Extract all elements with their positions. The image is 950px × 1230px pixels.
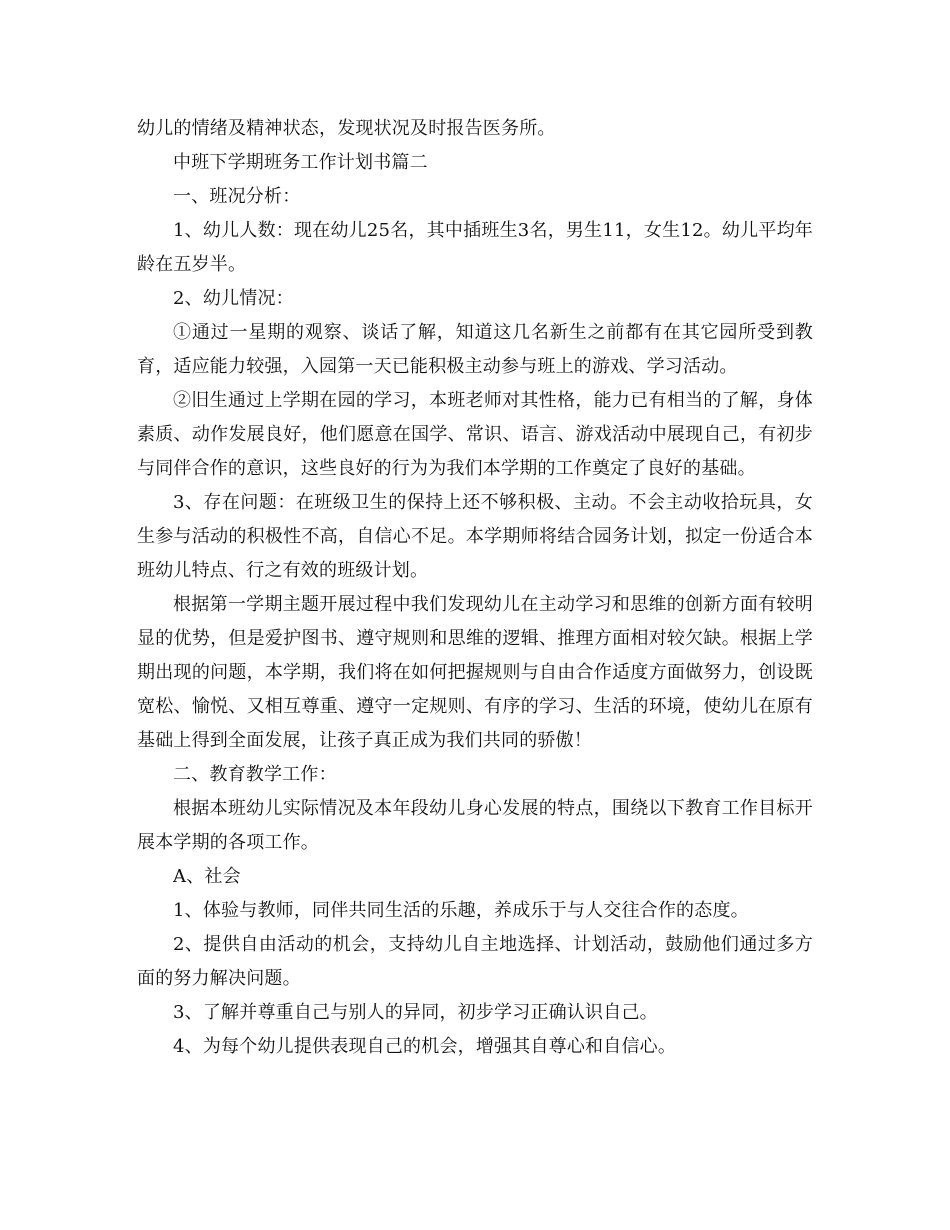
paragraph: ②旧生通过上学期在园的学习，本班老师对其性格，能力已有相当的了解，身体素质、动作发展良好，他们愿意在国学、常识、语言、游戏活动中展现自己，有初步与同伴合作的意识，这些良好的行为为我们本学期的工作奠定了良好的基础。 <box>137 390 813 479</box>
paragraph: 2、幼儿情况： <box>173 288 294 309</box>
section-heading: 二、教育教学工作： <box>173 764 337 785</box>
paragraph: 根据本班幼儿实际情况及本年段幼儿身心发展的特点，围绕以下教育工作目标开展本学期的各项工作。 <box>137 798 813 853</box>
list-item: 2、提供自由活动的机会，支持幼儿自主地选择、计划活动，鼓励他们通过多方面的努力解决问题。 <box>137 934 813 989</box>
paragraph: 3、存在问题：在班级卫生的保持上还不够积极、主动。不会主动收拾玩具，女生参与活动的积极性不高，自信心不足。本学期师将结合园务计划，拟定一份适合本班幼儿特点、行之有效的班级计划。 <box>137 492 813 581</box>
list-item: 4、为每个幼儿提供表现自己的机会，增强其自尊心和自信心。 <box>173 1036 677 1057</box>
paragraph: 幼儿的情绪及精神状态，发现状况及时报告医务所。 <box>137 118 556 139</box>
subsection-heading: A、社会 <box>173 866 241 887</box>
section-heading: 一、班况分析： <box>173 186 301 207</box>
paragraph: 1、幼儿人数：现在幼儿25名，其中插班生3名，男生11，女生12。幼儿平均年龄在五岁半。 <box>137 220 813 275</box>
section-heading: 中班下学期班务工作计划书篇二 <box>173 152 428 173</box>
paragraph: 根据第一学期主题开展过程中我们发现幼儿在主动学习和思维的创新方面有较明显的优势，但是爱护图书、遵守规则和思维的逻辑、推理方面相对较欠缺。根据上学期出现的问题，本学期，我们将在如何把握规则与自由合作适度方面做努力，创设既宽松、愉悦、又相互尊重、遵守一定规则、有序的学习、生活的环境，使幼儿在原有基础上得到全面发展，让孩子真正成为我们共同的骄傲！ <box>137 594 813 751</box>
list-item: 1、体验与教师，同伴共同生活的乐趣，养成乐于与人交往合作的态度。 <box>173 900 749 921</box>
list-item: 3、了解并尊重自己与别人的异同，初步学习正确认识自己。 <box>173 1002 658 1023</box>
document-body <box>137 112 813 1064</box>
paragraph: ①通过一星期的观察、谈话了解，知道这几名新生之前都有在其它园所受到教育，适应能力较强，入园第一天已能积极主动参与班上的游戏、学习活动。 <box>137 322 813 377</box>
